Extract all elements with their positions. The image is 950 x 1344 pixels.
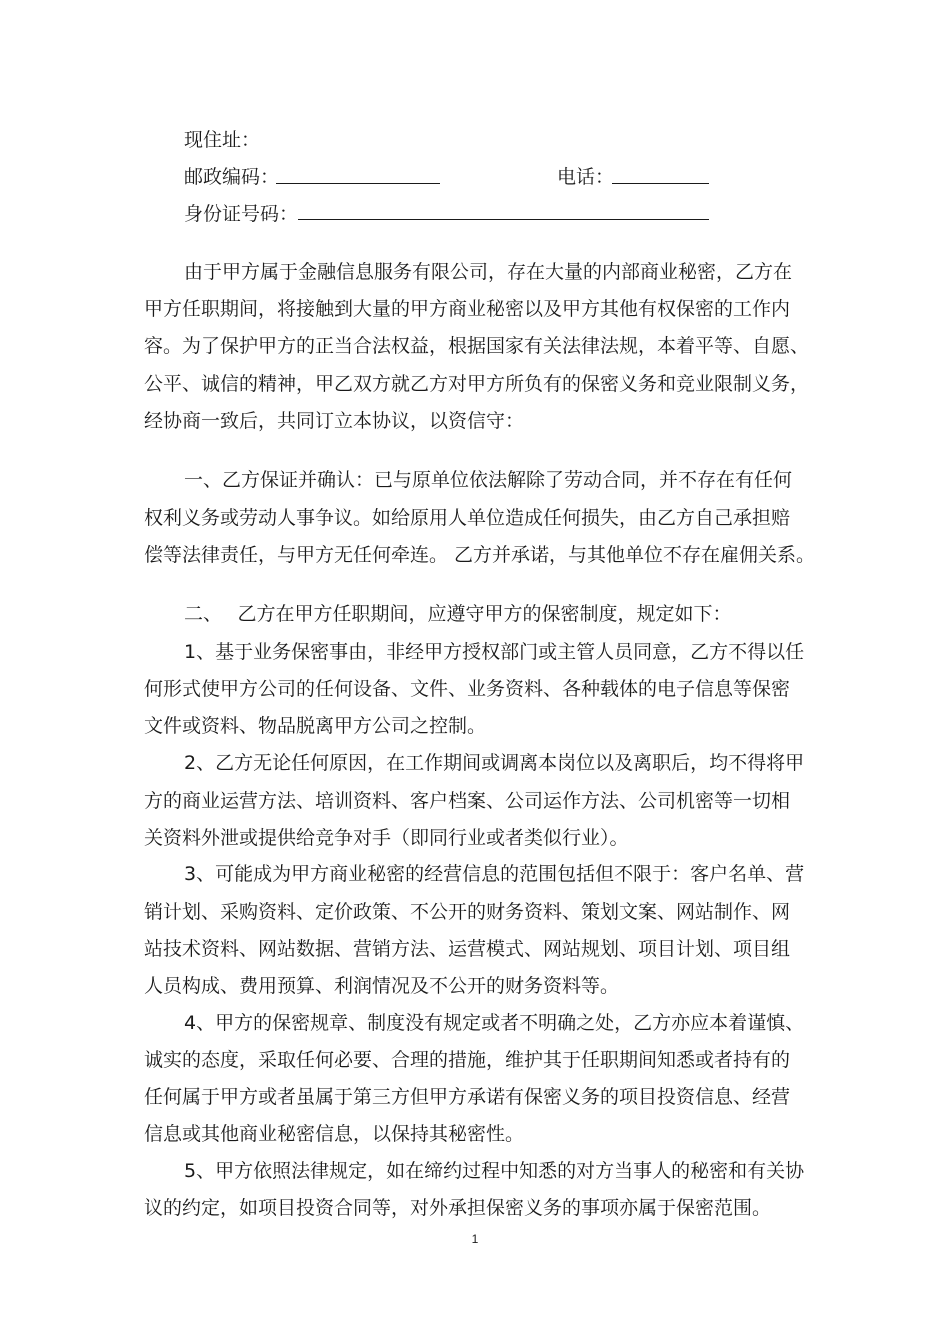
item1-line: 文件或资料、物品脱离甲方公司之控制。 — [144, 715, 487, 737]
item5-line: 5、甲方依照法律规定，如在缔约过程中知悉的对方当事人的秘密和有关协 — [184, 1160, 805, 1182]
item2-line: 2、乙方无论任何原因，在工作期间或调离本岗位以及离职后，均不得将甲 — [184, 752, 805, 774]
item1-line: 何形式使甲方公司的任何设备、文件、业务资料、各种载体的电子信息等保密 — [144, 678, 791, 700]
item1-line: 1、基于业务保密事由，非经甲方授权部门或主管人员同意，乙方不得以任 — [184, 641, 805, 663]
id-number-blank — [298, 219, 709, 220]
id-number-label: 身份证号码： — [184, 203, 299, 225]
intro-line: 经协商一致后，共同订立本协议，以资信守： — [144, 410, 525, 432]
intro-line: 由于甲方属于金融信息服务有限公司，存在大量的内部商业秘密，乙方在 — [184, 261, 793, 283]
item3-line: 销计划、采购资料、定价政策、不公开的财务资料、策划文案、网站制作、网 — [144, 901, 791, 923]
intro-line: 公平、诚信的精神，甲乙双方就乙方对甲方所负有的保密义务和竞业限制义务， — [144, 373, 810, 395]
item3-line: 人员构成、费用预算、利润情况及不公开的财务资料等。 — [144, 975, 620, 997]
item2-line: 方的商业运营方法、培训资料、客户档案、公司运作方法、公司机密等一切相 — [144, 790, 791, 812]
clause2-title: 二、 乙方在甲方任职期间，应遵守甲方的保密制度，规定如下： — [184, 603, 732, 625]
item4-line: 4、甲方的保密规章、制度没有规定或者不明确之处，乙方亦应本着谨慎、 — [184, 1012, 805, 1034]
item5-line: 议的约定，如项目投资合同等，对外承担保密义务的事项亦属于保密范围。 — [144, 1197, 772, 1219]
clause1-line: 偿等法律责任，与甲方无任何牵连。 乙方并承诺，与其他单位不存在雇佣关系。 — [144, 544, 816, 566]
address-label: 现住址： — [184, 129, 261, 151]
item4-line: 信息或其他商业秘密信息，以保持其秘密性。 — [144, 1123, 525, 1145]
postal-code-blank — [276, 183, 440, 184]
intro-line: 容。为了保护甲方的正当合法权益，根据国家有关法律法规，本着平等、自愿、 — [144, 335, 810, 357]
intro-line: 甲方任职期间，将接触到大量的甲方商业秘密以及甲方其他有权保密的工作内 — [144, 298, 791, 320]
page-number: 1 — [471, 1232, 479, 1246]
item2-line: 关资料外泄或提供给竞争对手（即同行业或者类似行业）。 — [144, 827, 629, 849]
postal-code-label: 邮政编码： — [184, 166, 280, 188]
item4-line: 任何属于甲方或者虽属于第三方但甲方承诺有保密义务的项目投资信息、经营 — [144, 1086, 791, 1108]
item4-line: 诚实的态度，采取任何必要、合理的措施，维护其于任职期间知悉或者持有的 — [144, 1049, 791, 1071]
item3-line: 3、可能成为甲方商业秘密的经营信息的范围包括但不限于：客户名单、营 — [184, 863, 805, 885]
item3-line: 站技术资料、网站数据、营销方法、运营模式、网站规划、项目计划、项目组 — [144, 938, 791, 960]
clause1-line: 权利义务或劳动人事争议。如给原用人单位造成任何损失，由乙方自己承担赔 — [144, 507, 791, 529]
phone-label: 电话： — [557, 166, 615, 188]
clause1-line: 一、乙方保证并确认：已与原单位依法解除了劳动合同，并不存在有任何 — [184, 469, 793, 491]
phone-blank — [612, 183, 709, 184]
